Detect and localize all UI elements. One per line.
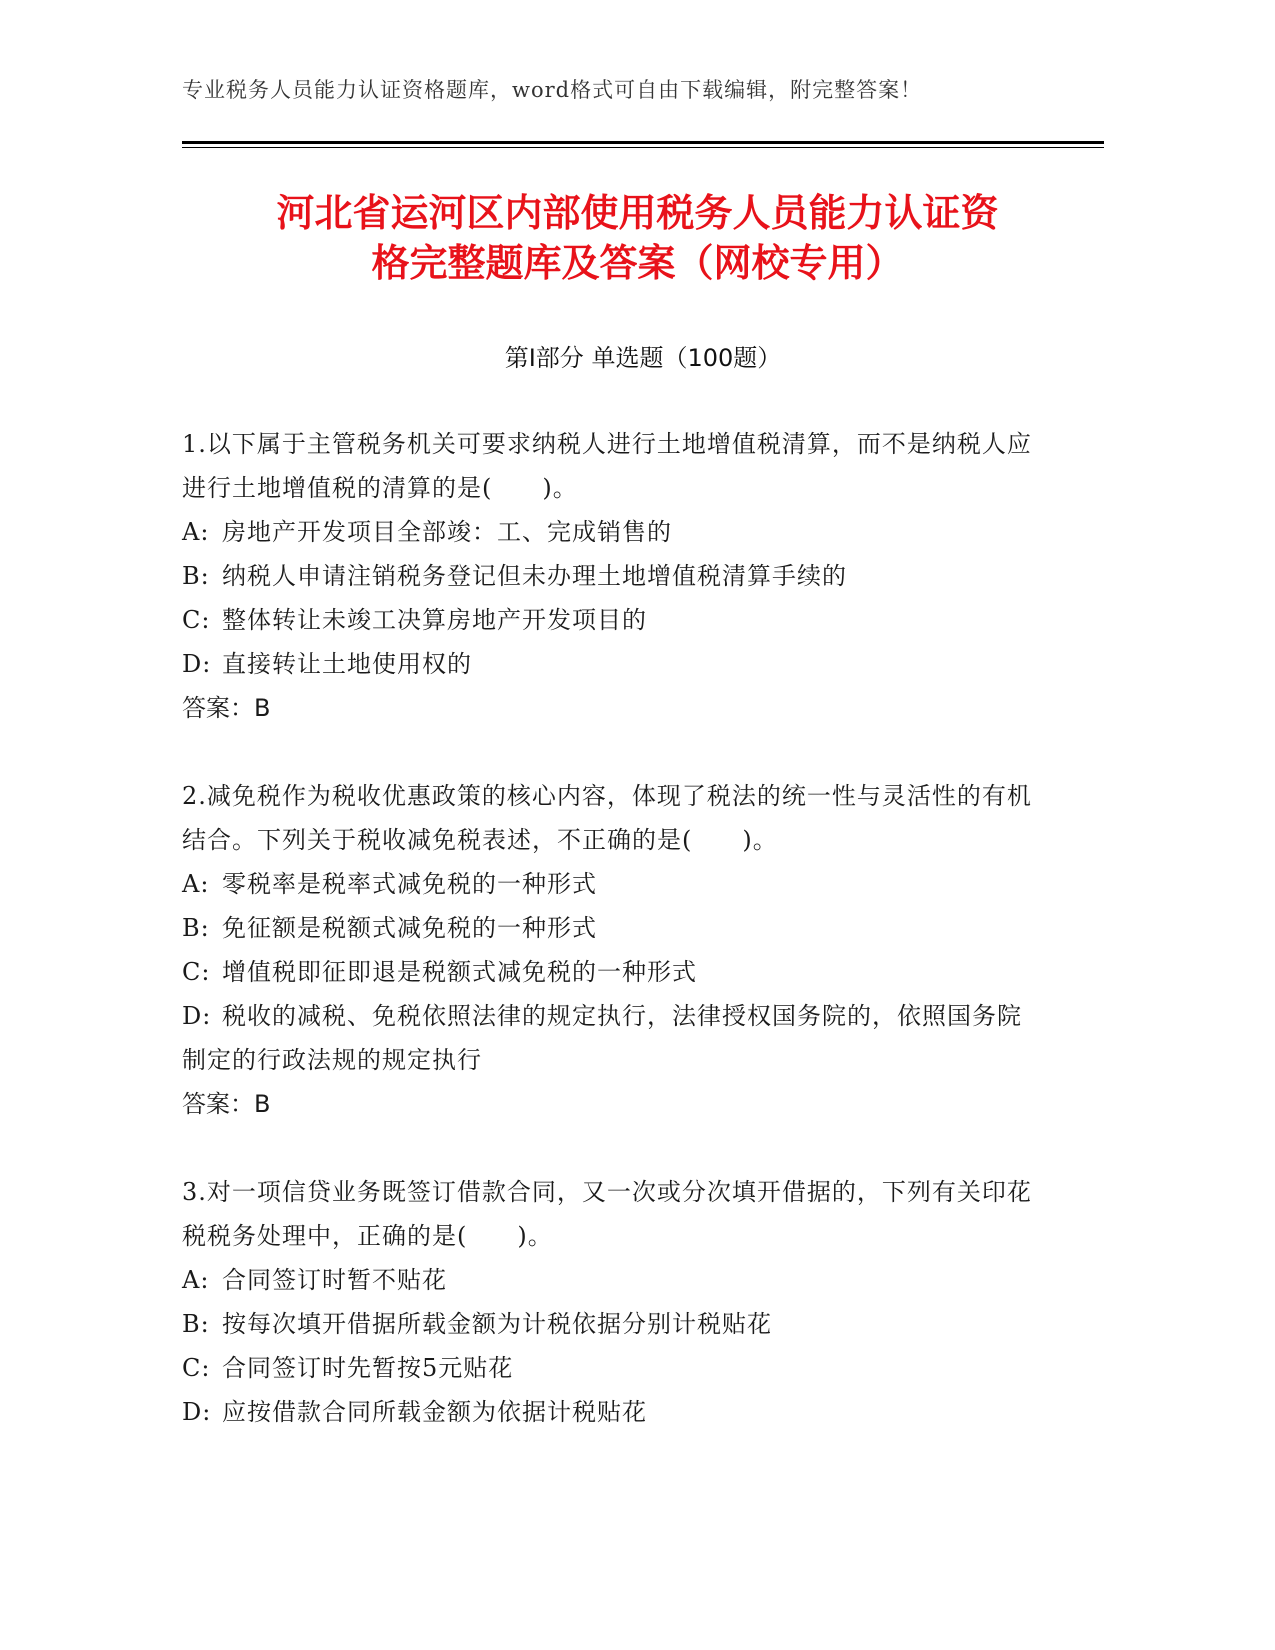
option-text: 整体转让未竣工决算房地产开发项目的 xyxy=(222,606,647,634)
option-b xyxy=(182,1302,1032,1346)
option-text: 直接转让土地使用权的 xyxy=(222,650,472,678)
option-d xyxy=(182,642,1032,686)
option-a xyxy=(182,510,1032,554)
option-a xyxy=(182,862,1032,906)
header-rule-thick xyxy=(182,141,1104,144)
option-c xyxy=(182,598,1032,642)
question-3 xyxy=(182,1170,1032,1434)
option-text: 增值税即征即退是税额式减免税的一种形式 xyxy=(222,958,697,986)
question-2 xyxy=(182,774,1032,1126)
option-key: B: xyxy=(182,914,210,942)
document-title xyxy=(160,188,1115,288)
option-d xyxy=(182,1390,1032,1434)
answer-line: 答案：B xyxy=(182,1090,271,1118)
option-text: 税收的减税、免税依照法律的规定执行，法律授权国务院的，依照国务院制定的行政法规的规定执行 xyxy=(182,1002,1022,1074)
option-a xyxy=(182,1258,1032,1302)
option-key: A: xyxy=(182,870,210,898)
option-key: B: xyxy=(182,1310,210,1338)
question-stem: 1.以下属于主管税务机关可要求纳税人进行土地增值税清算，而不是纳税人应进行土地增值税的清算的是( )。 xyxy=(182,430,1032,502)
option-key: D: xyxy=(182,650,212,678)
option-text: 免征额是税额式减免税的一种形式 xyxy=(222,914,597,942)
document-title-line-1: 河北省运河区内部使用税务人员能力认证资 xyxy=(276,191,999,235)
question-stem: 3.对一项信贷业务既签订借款合同，又一次或分次填开借据的，下列有关印花税税务处理中，正确的是( )。 xyxy=(182,1178,1032,1250)
option-text: 零税率是税率式减免税的一种形式 xyxy=(222,870,597,898)
option-text: 合同签订时暂不贴花 xyxy=(222,1266,447,1294)
option-key: D: xyxy=(182,1398,212,1426)
option-text: 合同签订时先暂按5元贴花 xyxy=(222,1354,514,1382)
section-heading: 第Ⅰ部分 单选题（100题） xyxy=(504,344,782,372)
answer-line: 答案：B xyxy=(182,694,271,722)
option-key: D: xyxy=(182,1002,212,1030)
header-rule-thin xyxy=(182,147,1104,148)
option-b xyxy=(182,554,1032,598)
option-key: A: xyxy=(182,1266,210,1294)
question-1 xyxy=(182,422,1032,730)
option-c xyxy=(182,1346,1032,1390)
question-list xyxy=(182,422,1032,1478)
option-c xyxy=(182,950,1032,994)
option-key: A: xyxy=(182,518,210,546)
option-key: C: xyxy=(182,958,211,986)
option-key: C: xyxy=(182,1354,211,1382)
option-text: 纳税人申请注销税务登记但未办理土地增值税清算手续的 xyxy=(222,562,847,590)
document-title-line-2: 格完整题库及答案（网校专用） xyxy=(371,241,904,285)
option-d xyxy=(182,994,1032,1082)
option-key: C: xyxy=(182,606,211,634)
option-text: 按每次填开借据所载金额为计税依据分别计税贴花 xyxy=(222,1310,772,1338)
page-header-text: 专业税务人员能力认证资格题库，word格式可自由下载编辑，附完整答案！ xyxy=(182,78,923,102)
option-key: B: xyxy=(182,562,210,590)
option-text: 房地产开发项目全部竣：工、完成销售的 xyxy=(222,518,672,546)
option-b xyxy=(182,906,1032,950)
option-text: 应按借款合同所载金额为依据计税贴花 xyxy=(222,1398,647,1426)
question-stem: 2.减免税作为税收优惠政策的核心内容，体现了税法的统一性与灵活性的有机结合。下列关于税收减免税表述，不正确的是( )。 xyxy=(182,782,1032,854)
